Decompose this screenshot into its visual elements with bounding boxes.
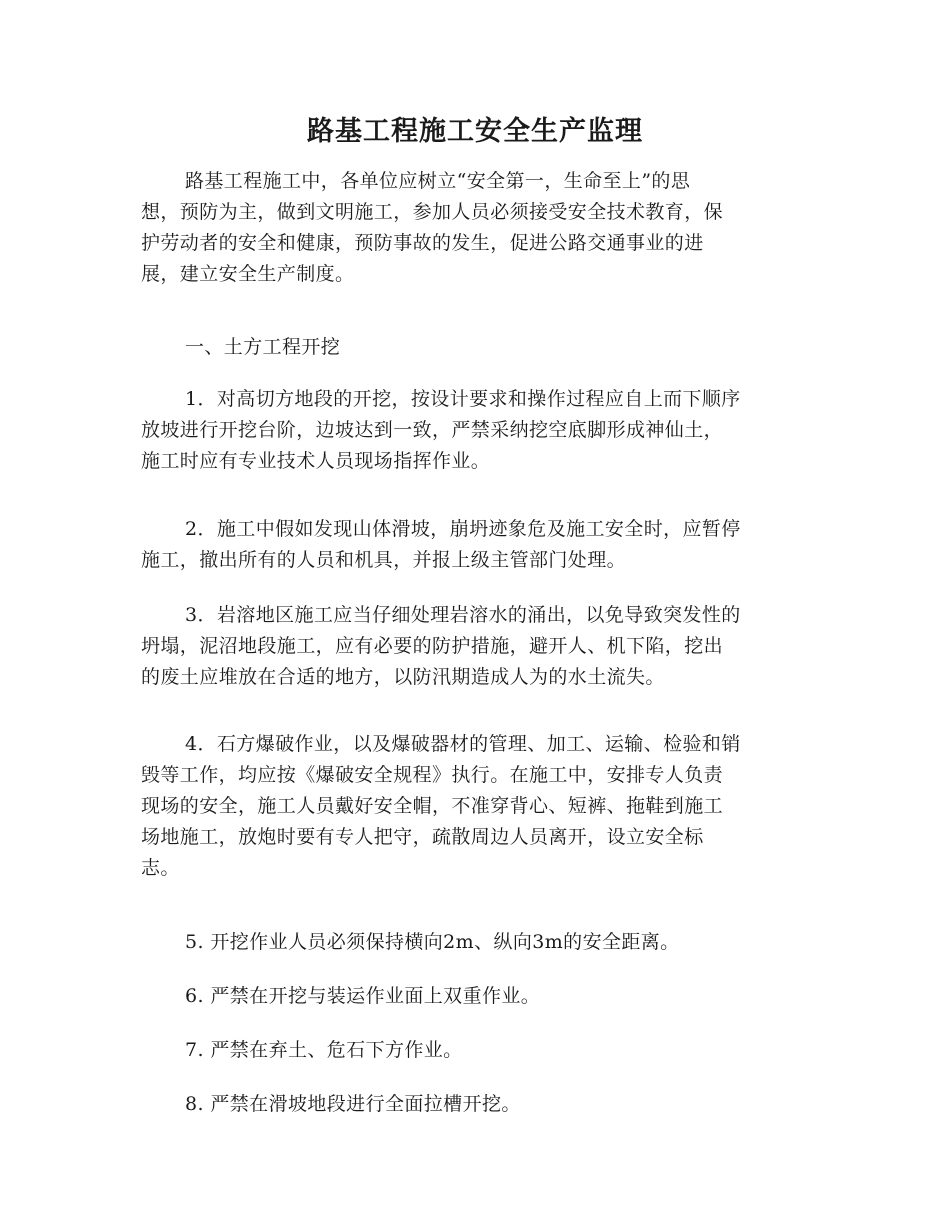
list-item [141,600,807,693]
list-item [141,729,807,884]
list-item [141,981,807,1012]
list-item [141,1035,807,1066]
text-line: 5. 开挖作业人员必须保持横向2m、纵向3m的安全距离。 [185,931,680,953]
text-line: 场地施工，放炮时要有专人把守，疏散周边人员离开，设立安全标 [141,826,704,848]
text-line: 2．施工中假如发现山体滑坡，崩坍迹象危及施工安全时，应暂停 [185,518,741,540]
text-line: 现场的安全，施工人员戴好安全帽，不准穿背心、短裤、拖鞋到施工 [141,795,724,817]
intro-paragraph [141,166,807,290]
text-line: 放坡进行开挖台阶，边坡达到一致，严禁采纳挖空底脚形成神仙土， [141,419,724,441]
list-item [141,514,807,576]
text-line: 的废土应堆放在合适的地方，以防汛期造成人为的水土流失。 [141,666,665,688]
text-line: 护劳动者的安全和健康，预防事故的发生，促进公路交通事业的进 [141,232,704,254]
text-line: 路基工程施工中，各单位应树立“安全第一，生命至上”的思 [185,170,691,192]
list-item [141,1089,807,1120]
section-heading-text: 一、土方工程开挖 [185,336,341,358]
text-line: 坍塌，泥沼地段施工，应有必要的防护措施，避开人、机下陷，挖出 [141,635,724,657]
page-title: 路基工程施工安全生产监理 [307,116,643,147]
text-line: 7. 严禁在弃土、危石下方作业。 [185,1039,463,1061]
text-line: 毁等工作，均应按《爆破安全规程》执行。在施工中，安排专人负责 [141,764,724,786]
text-line: 6. 严禁在开挖与装运作业面上双重作业。 [185,985,541,1007]
text-line: 志。 [141,857,180,879]
text-line: 展，建立安全生产制度。 [141,263,355,285]
text-line: 3．岩溶地区施工应当仔细处理岩溶水的涌出，以免导致突发性的 [185,604,741,626]
text-line: 1．对高切方地段的开挖，按设计要求和操作过程应自上而下顺序 [185,388,741,410]
text-line: 4．石方爆破作业，以及爆破器材的管理、加工、运输、检验和销 [185,733,741,755]
list-item [141,384,807,477]
text-line: 施工时应有专业技术人员现场指挥作业。 [141,450,491,472]
text-line: 想，预防为主，做到文明施工，参加人员必须接受安全技术教育，保 [141,201,724,223]
text-line: 8. 严禁在滑坡地段进行全面拉槽开挖。 [185,1093,521,1115]
text-line: 施工，撤出所有的人员和机具，并报上级主管部门处理。 [141,549,627,571]
section-heading [141,332,807,363]
list-item [141,927,807,958]
